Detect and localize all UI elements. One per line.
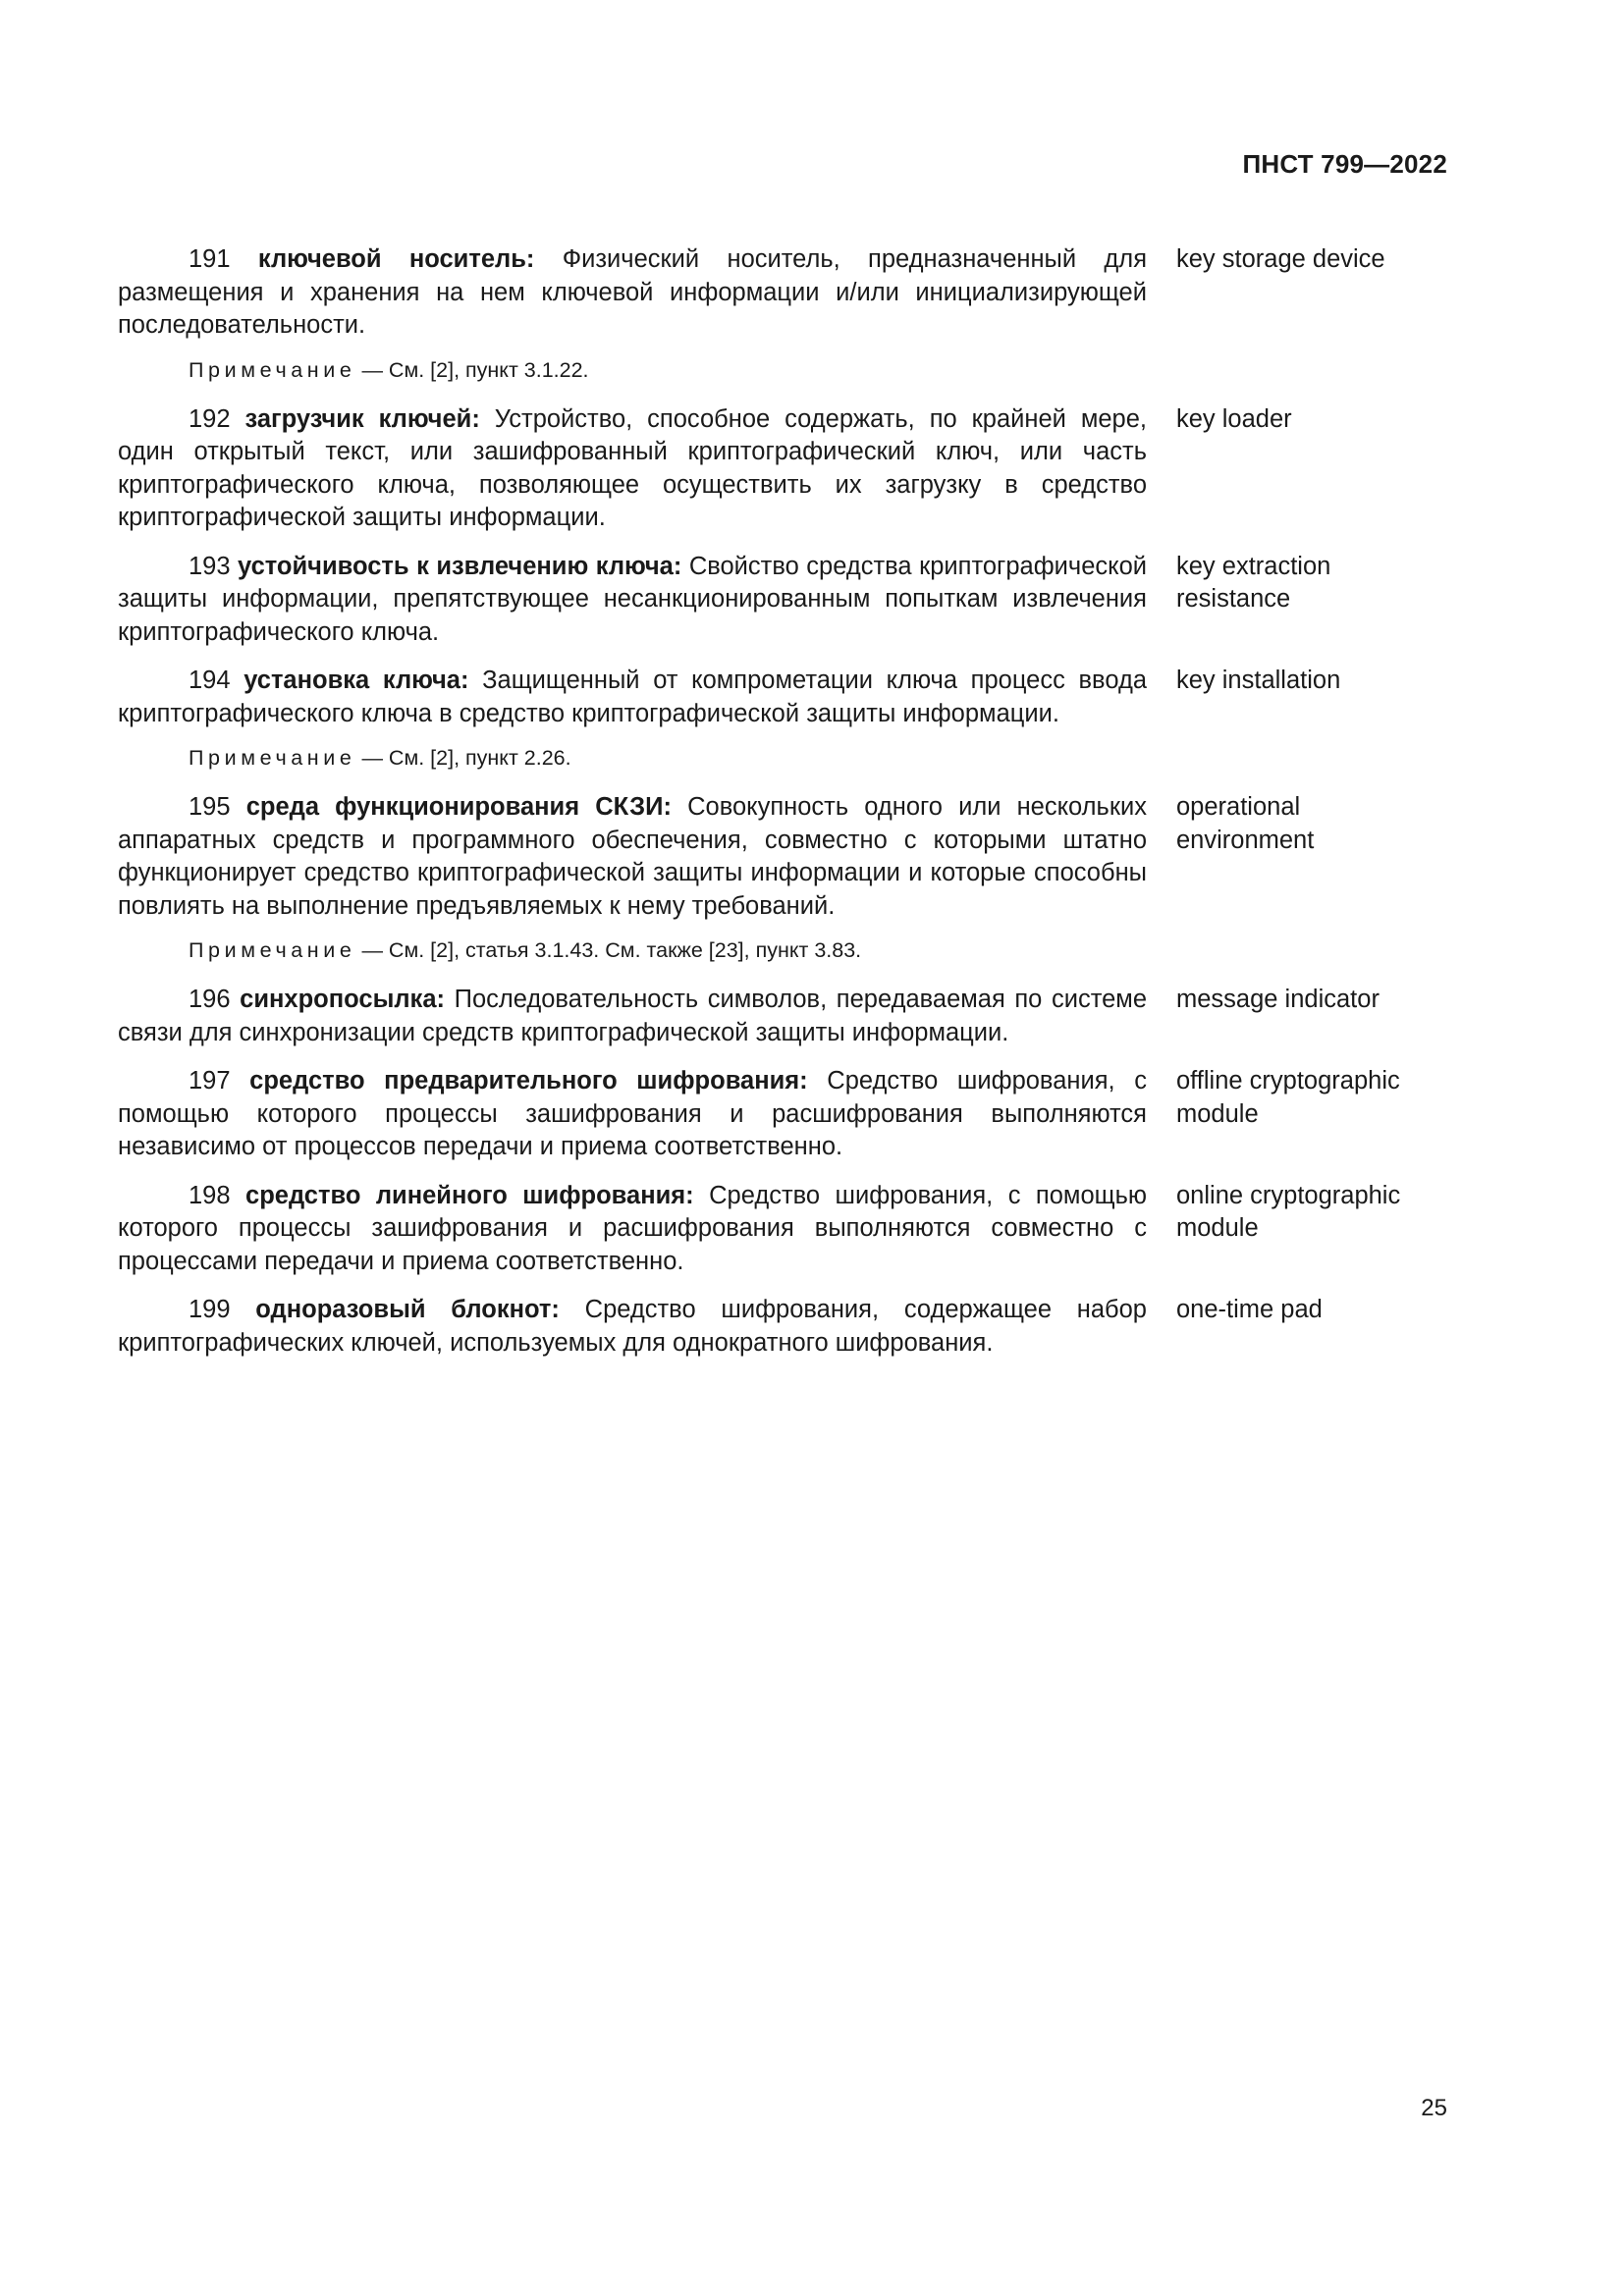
- term-entry: [118, 984, 1453, 1049]
- term-entry: [118, 1065, 1453, 1164]
- term-definition-ru: [118, 1065, 1147, 1164]
- term-entry: [118, 1180, 1453, 1279]
- term-english: [1176, 1294, 1453, 1360]
- term-definition-text: Средство шифрования, содержащее набор криптографических ключей, используемых для однократного шифрования.: [118, 1296, 1147, 1357]
- term-number: 198: [189, 1181, 231, 1209]
- term-definition-text: Свойство средства криптографической защиты информации, препятствующее несанкционированным попыткам извлечения криптографического ключа.: [118, 552, 1148, 646]
- term-number: 191: [189, 245, 231, 273]
- term-name: загрузчик ключей:: [244, 404, 480, 433]
- document-id: ПНСТ 799—2022: [1242, 149, 1447, 179]
- term-note: [118, 356, 1453, 384]
- term-definition-ru: [118, 403, 1147, 535]
- term-entry: [118, 551, 1453, 650]
- note-dash: —: [361, 938, 383, 962]
- term-english: [1176, 551, 1453, 650]
- term-definition-text: Защищенный от компрометации ключа процесс ввода криптографического ключа в средство криптографической защиты информации.: [118, 667, 1148, 727]
- term-number: 195: [189, 793, 231, 821]
- note-label: Примечание: [189, 938, 356, 962]
- terms-list: [118, 243, 1453, 1375]
- term-number: 194: [189, 667, 231, 694]
- term-number: 193: [189, 552, 231, 580]
- term-english-line: resistance: [1176, 585, 1291, 613]
- term-english-line: operational: [1176, 793, 1301, 821]
- term-definition-text: Устройство, способное содержать, по крайней мере, один открытый текст, или зашифрованный криптографический ключ, или часть криптографического ключа, позволяющее осуществить их загрузку в средство криптографической защиты информации.: [118, 404, 1147, 531]
- term-english-line: module: [1176, 1099, 1259, 1128]
- term-english-line: key extraction: [1176, 552, 1331, 580]
- term-definition-text: Последовательность символов, передаваемая по системе связи для синхронизации средств криптографической защиты информации.: [118, 986, 1147, 1046]
- term-definition-text: Физический носитель, предназначенный для размещения и хранения на нем ключевой информации и/или инициализирующей последовательности.: [118, 245, 1147, 339]
- term-definition-text: Средство шифрования, с помощью которого процессы зашифрования и расшифрования выполняются совместно с процессами передачи и приема соответственно.: [118, 1181, 1148, 1275]
- term-english: [1176, 984, 1453, 1049]
- page-number: 25: [1421, 2095, 1447, 2121]
- term-number: 197: [189, 1067, 231, 1095]
- term-name: синхропосылка:: [240, 986, 445, 1013]
- term-number: 196: [189, 986, 231, 1013]
- term-name: ключевой носитель:: [257, 245, 535, 273]
- term-english: [1176, 243, 1453, 343]
- term-english-line: online cryptographic: [1176, 1181, 1401, 1209]
- term-english: [1176, 1065, 1453, 1164]
- note-label: Примечание: [189, 746, 356, 770]
- term-number: 199: [189, 1296, 231, 1323]
- term-definition-ru: [118, 791, 1147, 923]
- note-dash: —: [361, 357, 383, 382]
- term-english-line: one-time pad: [1176, 1296, 1323, 1323]
- term-english-line: key installation: [1176, 667, 1341, 694]
- term-number: 192: [189, 404, 231, 433]
- term-english-line: module: [1176, 1214, 1259, 1242]
- term-entry: [118, 403, 1453, 535]
- note-label: Примечание: [189, 357, 356, 382]
- note-text: См. [2], пункт 2.26.: [388, 746, 571, 770]
- term-definition-ru: [118, 665, 1147, 730]
- term-english-line: offline cryptographic: [1176, 1067, 1400, 1095]
- term-english-line: key storage device: [1176, 245, 1385, 273]
- term-entry: [118, 665, 1453, 730]
- term-definition-ru: [118, 1180, 1147, 1279]
- term-note: [118, 936, 1453, 964]
- note-dash: —: [361, 746, 383, 770]
- term-definition-ru: [118, 984, 1147, 1049]
- term-english: [1176, 1180, 1453, 1279]
- term-definition-ru: [118, 1294, 1147, 1360]
- term-entry: [118, 791, 1453, 923]
- term-english: [1176, 403, 1453, 535]
- term-definition-ru: [118, 551, 1147, 650]
- term-english-line: message indicator: [1176, 986, 1380, 1013]
- term-definition-text: Средство шифрования, с помощью которого процессы зашифрования и расшифрования выполняются независимо от процессов передачи и приема соответственно.: [118, 1067, 1147, 1160]
- term-definition-text: Совокупность одного или нескольких аппаратных средств и программного обеспечения, совместно с которыми штатно функционирует средство криптографической защиты информации и которые способны повлиять на выполнение предъявляемых к нему требований.: [118, 793, 1147, 920]
- term-name: средство линейного шифрования:: [245, 1181, 694, 1209]
- term-entry: [118, 1294, 1453, 1360]
- term-entry: [118, 243, 1453, 343]
- term-name: среда функционирования СКЗИ:: [245, 793, 672, 821]
- term-name: средство предварительного шифрования:: [249, 1067, 808, 1095]
- note-text: См. [2], статья 3.1.43. См. также [23], пункт 3.83.: [388, 938, 862, 962]
- term-note: [118, 744, 1453, 772]
- term-definition-ru: [118, 243, 1147, 343]
- term-english: [1176, 791, 1453, 923]
- term-english-line: key loader: [1176, 404, 1292, 433]
- term-english: [1176, 665, 1453, 730]
- term-name: одноразовый блокнот:: [255, 1296, 560, 1323]
- term-english-line: environment: [1176, 826, 1315, 854]
- term-name: устойчивость к извлечению ключа:: [238, 552, 682, 580]
- note-text: См. [2], пункт 3.1.22.: [388, 357, 589, 382]
- term-name: установка ключа:: [244, 667, 469, 694]
